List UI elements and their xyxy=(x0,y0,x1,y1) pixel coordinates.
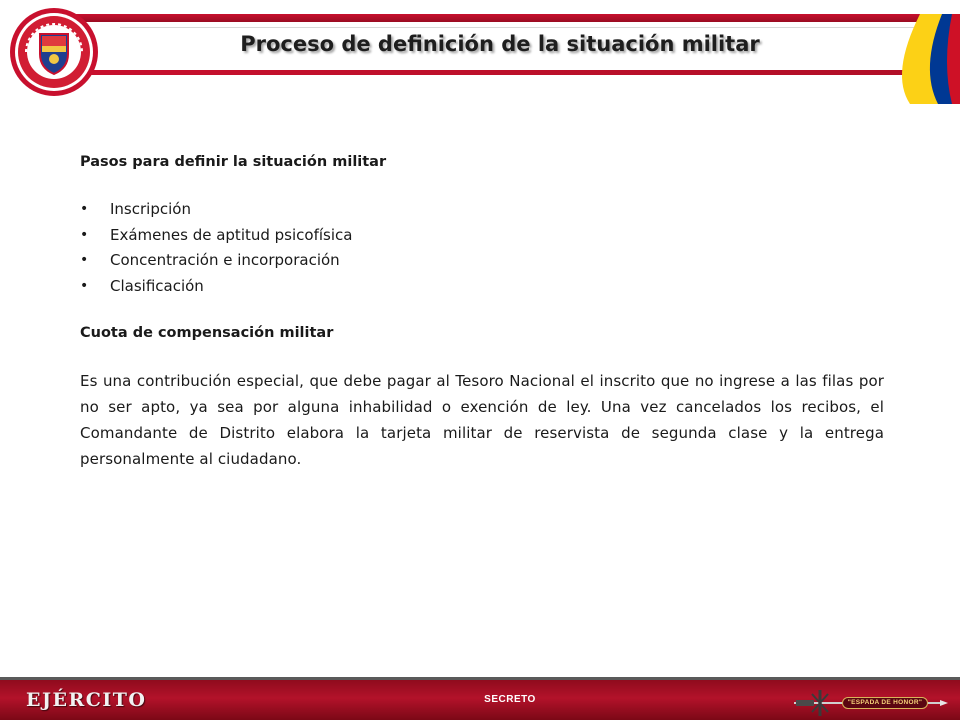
list-item xyxy=(80,197,884,223)
footer-brand-logo: EJÉRCITO xyxy=(26,689,147,711)
list-item xyxy=(80,223,884,249)
classification-label: SECRETO xyxy=(484,694,536,705)
quota-description: Es una contribución especial, que debe pagar al Tesoro Nacional el inscrito que no ingrese a las filas por no ser apto, ya sea por alguna inhabilidad o exención de ley. Una vez cancelados los recibos, el Comandante de Distrito elabora la tarjeta militar de reservista de segunda clase y la entrega personalmente al ciudadano. xyxy=(80,372,884,468)
slide-content xyxy=(80,150,884,472)
slide-footer xyxy=(0,680,960,720)
header-bottom-bar xyxy=(88,70,938,75)
bullet-icon: • xyxy=(80,277,89,294)
motto-badge: "ESPADA DE HONOR" xyxy=(842,697,928,709)
bullet-icon: • xyxy=(80,226,89,243)
section-heading-steps: Pasos para definir la situación militar xyxy=(80,154,387,170)
header-top-bar xyxy=(60,14,940,22)
colombia-flag-icon xyxy=(890,14,960,104)
list-item xyxy=(80,248,884,274)
step-label: Inscripción xyxy=(110,200,191,218)
slide-header xyxy=(0,0,960,100)
step-label: Concentración e incorporación xyxy=(110,251,340,269)
list-item xyxy=(80,274,884,300)
header-divider xyxy=(120,27,920,28)
step-label: Clasificación xyxy=(110,276,204,295)
steps-list xyxy=(80,197,884,299)
bullet-icon: • xyxy=(80,201,89,217)
army-shield-emblem-icon xyxy=(6,4,102,100)
section-heading-quota: Cuota de compensación militar xyxy=(80,325,334,341)
step-label: Exámenes de aptitud psicofísica xyxy=(110,225,353,244)
bullet-icon: • xyxy=(80,252,89,268)
page-title: Proceso de definición de la situación militar xyxy=(240,32,760,56)
